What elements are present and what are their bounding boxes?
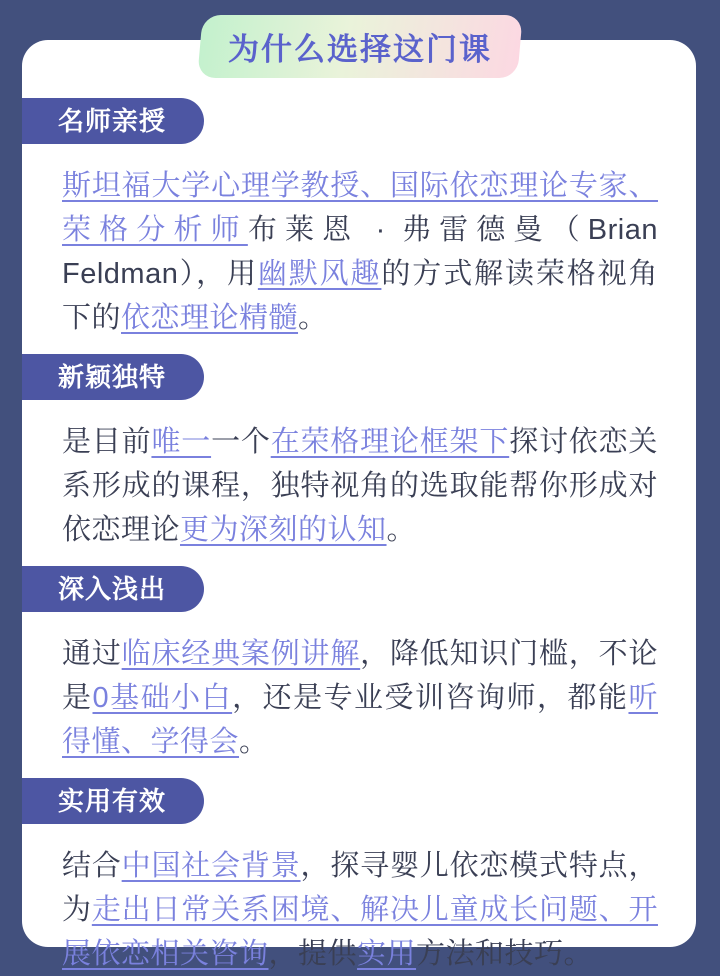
underlined-emphasis-text: 唯一 xyxy=(151,426,212,458)
section xyxy=(22,566,696,764)
body-text: ，降低知识门槛，不论是 xyxy=(62,638,658,714)
section-paragraph xyxy=(62,844,658,976)
underlined-emphasis-text: 在荣格理论框架下 xyxy=(270,426,510,458)
body-text: ，探寻婴儿依恋模式特点，为 xyxy=(62,850,658,926)
section xyxy=(22,98,696,340)
body-text: 。 xyxy=(386,514,417,546)
section-badge: 新颖独特 xyxy=(22,354,204,400)
section-badge: 深入浅出 xyxy=(22,566,204,612)
body-text: 结合 xyxy=(62,850,122,882)
underlined-emphasis-text: 临床经典案例讲解 xyxy=(121,638,361,670)
section-badge: 实用有效 xyxy=(22,778,204,824)
underlined-emphasis-text: 听得懂、学得会 xyxy=(62,682,658,758)
body-text: 探讨依恋关系形成的课程，独特视角的选取能帮你形成对依恋理论 xyxy=(62,426,658,546)
section-list xyxy=(22,40,696,976)
underlined-emphasis-text: 中国社会背景 xyxy=(121,850,301,882)
body-text: 通过 xyxy=(62,638,122,670)
body-text: 布莱恩 · 弗雷德曼（Brian Feldman），用 xyxy=(62,214,658,290)
section-badge: 名师亲授 xyxy=(22,98,204,144)
underlined-emphasis-text: 幽默风趣 xyxy=(257,258,382,290)
underlined-emphasis-text: 走出日常关系困境、解决儿童成长问题、开展依恋相关咨询 xyxy=(62,894,658,970)
underlined-emphasis-text: 0基础小白 xyxy=(92,682,233,714)
body-text: ，提供 xyxy=(268,938,358,970)
body-text: 方法和技巧。 xyxy=(416,938,594,970)
section-paragraph xyxy=(62,164,658,340)
underlined-emphasis-text: 实用 xyxy=(357,938,417,970)
body-text: ，还是专业受训咨询师，都能 xyxy=(232,682,629,714)
section-paragraph xyxy=(62,420,658,552)
underlined-emphasis-text: 更为深刻的认知 xyxy=(180,514,387,546)
body-text: 的方式解读荣格视角下的 xyxy=(62,258,658,334)
section xyxy=(22,354,696,552)
body-text: 一个 xyxy=(211,426,271,458)
section xyxy=(22,778,696,976)
underlined-emphasis-text: 斯坦福大学心理学教授、国际依恋理论专家、荣格分析师 xyxy=(62,170,658,246)
body-text: 。 xyxy=(298,302,328,334)
body-text: 是目前 xyxy=(62,426,152,458)
content-card xyxy=(22,40,696,970)
section-paragraph xyxy=(62,632,658,764)
underlined-emphasis-text: 依恋理论精髓 xyxy=(121,302,299,334)
body-text: 。 xyxy=(239,726,269,758)
page-title-badge xyxy=(197,15,523,78)
page-title: 为什么选择这门课 xyxy=(228,32,492,67)
